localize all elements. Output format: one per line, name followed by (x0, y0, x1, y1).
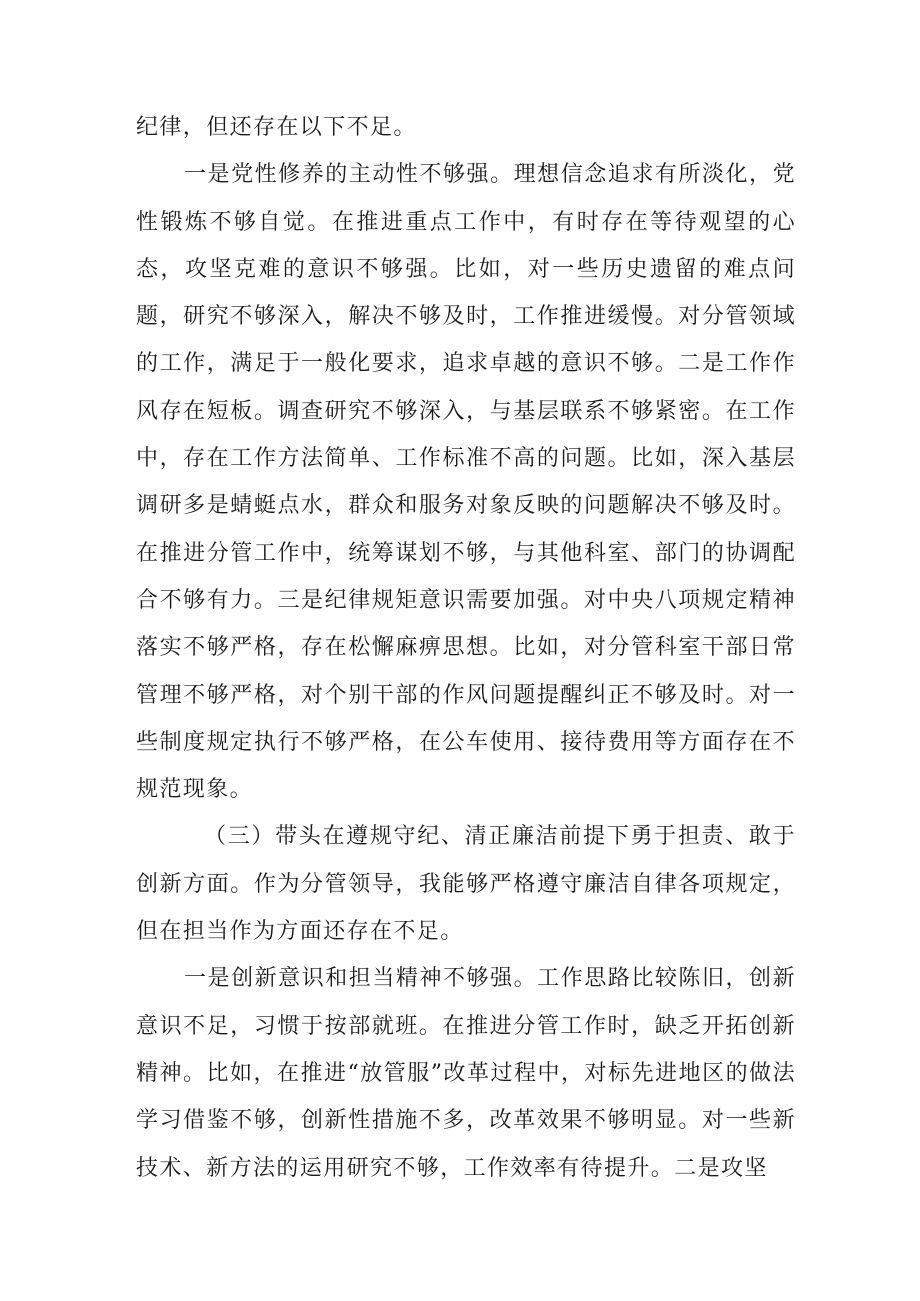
paragraph-party-discipline: 一是党性修养的主动性不够强。理想信念追求有所淡化，党性锻炼不够自觉。在推进重点工作中，有时存在等待观望的心态，攻坚克难的意识不够强。比如，对一些历史遗留的难点问题，研究不够深入，解决不够及时，工作推进缓慢。对分管领域的工作，满足于一般化要求，追求卓越的意识不够。二是工作作风存在短板。调查研究不够深入，与基层联系不够紧密。在工作中，存在工作方法简单、工作标准不高的问题。比如，深入基层调研多是蜻蜓点水，群众和服务对象反映的问题解决不够及时。在推进分管工作中，统筹谋划不够，与其他科室、部门的协调配合不够有力。三是纪律规矩意识需要加强。对中央八项规定精神落实不够严格，存在松懈麻痹思想。比如，对分管科室干部日常管理不够严格，对个别干部的作风问题提醒纠正不够及时。对一些制度规定执行不够严格，在公车使用、接待费用等方面存在不规范现象。 (136, 162, 796, 803)
paragraph-section-three-heading: （三）带头在遵规守纪、清正廉洁前提下勇于担责、敢于创新方面。作为分管领导，我能够严格遵守廉洁自律各项规定，但在担当作为方面还存在不足。 (136, 824, 796, 945)
paragraph-innovation: 一是创新意识和担当精神不够强。工作思路比较陈旧，创新意识不足，习惯于按部就班。在推进分管工作时，缺乏开拓创新精神。比如，在推进“放管服”改革过程中，对标先进地区的做法学习借鉴不够，创新性措施不多，改革效果不够明显。对一些新技术、新方法的运用研究不够，工作效率有待提升。二是攻坚 (136, 966, 796, 1181)
body-text (136, 104, 796, 1192)
paragraph-continuation: 纪律，但还存在以下不足。 (136, 115, 417, 140)
